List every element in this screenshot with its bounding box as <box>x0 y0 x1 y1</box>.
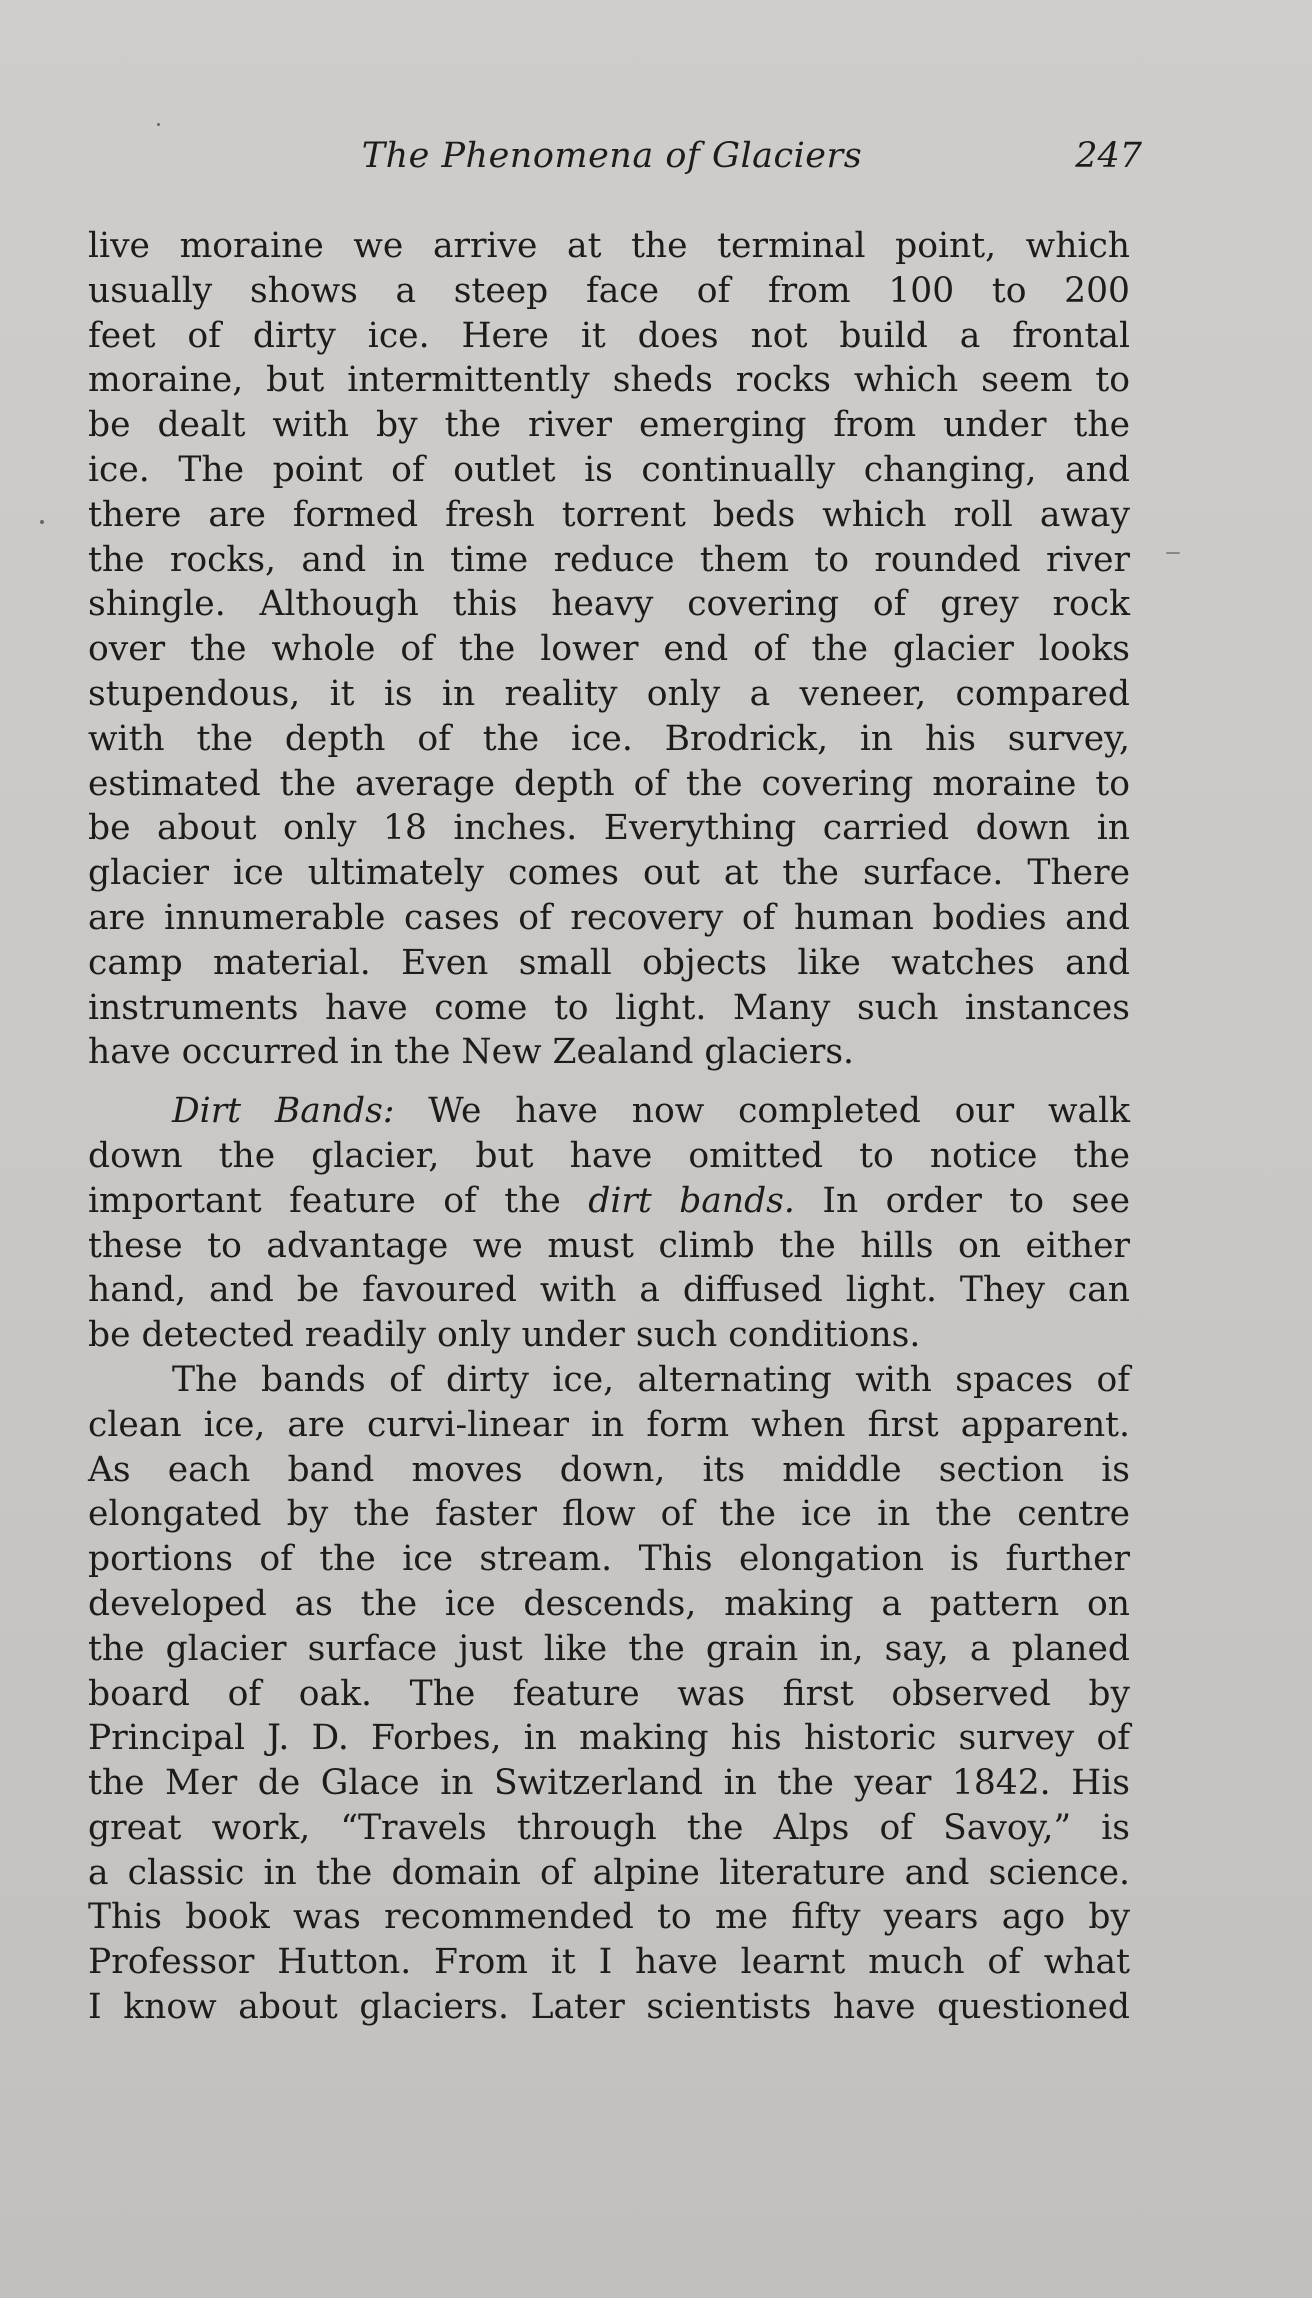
text-line: camp material. Even small objects like watches and <box>88 942 1130 983</box>
text-line: I know about glaciers. Later scientists have questioned <box>88 1987 1130 2028</box>
text-line: feet of dirty ice. Here it does not build a frontal <box>88 315 1130 356</box>
text-line: be dealt with by the river emerging from under the <box>88 405 1130 446</box>
text-line: This book was recommended to me fifty years ago by <box>88 1897 1130 1938</box>
speck-mark <box>157 123 160 126</box>
text-line: stupendous, it is in reality only a veneer, compared <box>88 673 1130 714</box>
text-line: instruments have come to light. Many such instances <box>88 987 1130 1028</box>
text-line: As each band moves down, its middle section is <box>88 1449 1130 1490</box>
text-line <box>88 1179 1130 1224</box>
text-line: clean ice, are curvi-linear in form when first apparent. <box>88 1404 1130 1445</box>
text-line: Principal J. D. Forbes, in making his historic survey of <box>88 1718 1130 1759</box>
text-line: there are formed fresh torrent beds which roll away <box>88 494 1130 535</box>
text-line: down the glacier, but have omitted to notice the <box>88 1135 1130 1176</box>
text-line: the glacier surface just like the grain in, say, a planed <box>88 1628 1130 1669</box>
text-line: usually shows a steep face of from 100 to 200 <box>88 270 1130 311</box>
text-line: portions of the ice stream. This elongation is further <box>88 1539 1130 1580</box>
margin-dash-mark <box>1166 552 1180 554</box>
text-line: moraine, but intermittently sheds rocks which seem to <box>88 360 1130 401</box>
text-line: estimated the average depth of the covering moraine to <box>88 763 1130 804</box>
text-line: hand, and be favoured with a diffused light. They can <box>88 1270 1130 1311</box>
text-line: be detected readily only under such conditions. <box>88 1315 921 1356</box>
paragraph-gap <box>88 1075 1130 1089</box>
text-line: board of oak. The feature was first observed by <box>88 1673 1130 1714</box>
page-number: 247 <box>1075 136 1142 176</box>
text-line: the Mer de Glace in Switzerland in the year 1842. His <box>88 1763 1130 1804</box>
text-line: ice. The point of outlet is continually changing, and <box>88 449 1130 490</box>
text-run: In order to see <box>822 1180 1130 1221</box>
text-run: We have now completed our walk <box>428 1091 1131 1132</box>
text-line <box>88 1089 1130 1134</box>
text-line: over the whole of the lower end of the glacier looks <box>88 629 1130 670</box>
text-line: with the depth of the ice. Brodrick, in his survey, <box>88 718 1130 759</box>
text-line: be about only 18 inches. Everything carried down in <box>88 808 1130 849</box>
text-line: elongated by the faster flow of the ice in the centre <box>88 1494 1130 1535</box>
text-line: The bands of dirty ice, alternating with spaces of <box>172 1359 1130 1400</box>
running-title: The Phenomena of Glaciers <box>361 136 863 176</box>
text-line: have occurred in the New Zealand glaciers. <box>88 1032 854 1073</box>
margin-dot-mark <box>40 520 44 524</box>
italic-term: dirt bands. <box>588 1180 795 1221</box>
text-line: are innumerable cases of recovery of human bodies and <box>88 897 1130 938</box>
text-run: important feature of the <box>88 1180 561 1221</box>
body-text <box>88 224 1130 2030</box>
text-line: these to advantage we must climb the hills on either <box>88 1225 1130 1266</box>
text-line: the rocks, and in time reduce them to rounded river <box>88 539 1130 580</box>
text-line: Professor Hutton. From it I have learnt much of what <box>88 1942 1130 1983</box>
text-line: developed as the ice descends, making a pattern on <box>88 1583 1130 1624</box>
running-head <box>88 136 1142 188</box>
text-line: shingle. Although this heavy covering of grey rock <box>88 584 1130 625</box>
text-line: great work, “Travels through the Alps of Savoy,” is <box>88 1807 1130 1848</box>
text-line: live moraine we arrive at the terminal point, which <box>88 226 1130 266</box>
text-line: glacier ice ultimately comes out at the surface. There <box>88 853 1130 894</box>
section-heading: Dirt Bands: <box>172 1091 395 1132</box>
text-line: a classic in the domain of alpine literature and science. <box>88 1852 1130 1893</box>
